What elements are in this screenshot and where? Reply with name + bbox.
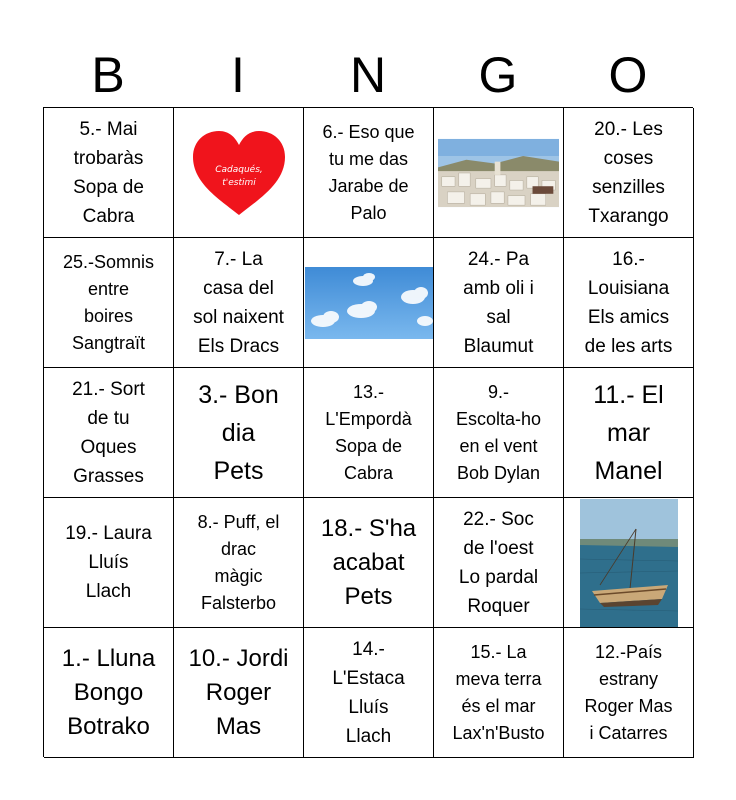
bingo-cell-image[interactable]: [564, 498, 694, 628]
cell-text: 25.-Somnis entre boires Sangtraït: [62, 251, 155, 353]
bingo-cell[interactable]: [44, 108, 174, 238]
cell-text: 13.- L'Empordà Sopa de Cabra: [325, 381, 412, 483]
cell-text: 8.- Puff, el drac màgic Falsterbo: [197, 511, 280, 613]
bingo-cell[interactable]: [434, 238, 564, 368]
cell-text: 22.- Soc de l'oest Lo pardal Roquer: [458, 508, 539, 617]
bingo-cell[interactable]: [304, 108, 434, 238]
cell-text: 10.- Jordi Roger Mas: [188, 644, 289, 740]
cell-text: 21.- Sort de tu Oques Grasses: [72, 378, 145, 487]
header-letter-g: G: [478, 47, 518, 103]
bingo-cell[interactable]: [564, 628, 694, 758]
cell-text: 9.- Escolta-ho en el vent Bob Dylan: [455, 381, 542, 483]
bingo-cell[interactable]: [564, 368, 694, 498]
cell-text: 11.- El mar Manel: [593, 380, 664, 485]
cell-text: 1.- Lluna Bongo Botrako: [61, 644, 156, 740]
bingo-cell-image[interactable]: [304, 238, 434, 368]
bingo-cell-image[interactable]: [434, 108, 564, 238]
bingo-cell[interactable]: [564, 238, 694, 368]
bingo-cell[interactable]: [434, 498, 564, 628]
header-letter-b: B: [91, 47, 125, 103]
bingo-cell[interactable]: [304, 368, 434, 498]
cell-text: 16.- Louisiana Els amics de les arts: [584, 248, 673, 357]
cell-text: 5.- Mai trobaràs Sopa de Cabra: [73, 118, 144, 227]
bingo-cell-image[interactable]: [174, 108, 304, 238]
cell-text: 18.- S'ha acabat Pets: [320, 514, 417, 610]
bingo-cell[interactable]: [44, 628, 174, 758]
bingo-cell[interactable]: [44, 368, 174, 498]
cell-text: 3.- Bon dia Pets: [198, 380, 279, 485]
cell-text: 20.- Les coses senzilles Txarango: [588, 118, 669, 227]
header-letter-i: I: [231, 47, 245, 103]
bingo-cell[interactable]: [174, 628, 304, 758]
header-letter-n: N: [349, 47, 387, 103]
bingo-cell[interactable]: [304, 628, 434, 758]
cell-text: 6.- Eso que tu me das Jarabe de Palo: [322, 121, 415, 223]
svg-text:t'estimi: t'estimi: [221, 177, 256, 188]
bingo-cell[interactable]: [434, 628, 564, 758]
bingo-board: [43, 107, 693, 757]
cell-text: 7.- La casa del sol naixent Els Dracs: [193, 248, 284, 357]
bingo-cell[interactable]: [304, 498, 434, 628]
cloud-sky-photo: [305, 267, 433, 339]
bingo-cell[interactable]: [174, 368, 304, 498]
cell-text: 15.- La meva terra és el mar Lax'n'Busto: [452, 641, 545, 743]
bingo-cell[interactable]: [174, 238, 304, 368]
cell-text: 14.- L'Estaca Lluís Llach: [332, 638, 405, 747]
heart-image: [189, 129, 289, 217]
header-letter-o: O: [608, 47, 648, 103]
sailboat-photo: [580, 499, 678, 627]
town-photo: [438, 137, 559, 209]
bingo-cell[interactable]: [434, 368, 564, 498]
cell-text: 24.- Pa amb oli i sal Blaumut: [463, 248, 534, 357]
bingo-cell[interactable]: [44, 498, 174, 628]
cell-text: 19.- Laura Lluís Llach: [65, 523, 152, 602]
bingo-cell[interactable]: [564, 108, 694, 238]
bingo-cell[interactable]: [44, 238, 174, 368]
cell-text: 12.-País estrany Roger Mas i Catarres: [584, 641, 673, 743]
bingo-cell[interactable]: [174, 498, 304, 628]
bingo-header: [43, 44, 693, 106]
svg-text:Cadaqués,: Cadaqués,: [214, 164, 263, 175]
